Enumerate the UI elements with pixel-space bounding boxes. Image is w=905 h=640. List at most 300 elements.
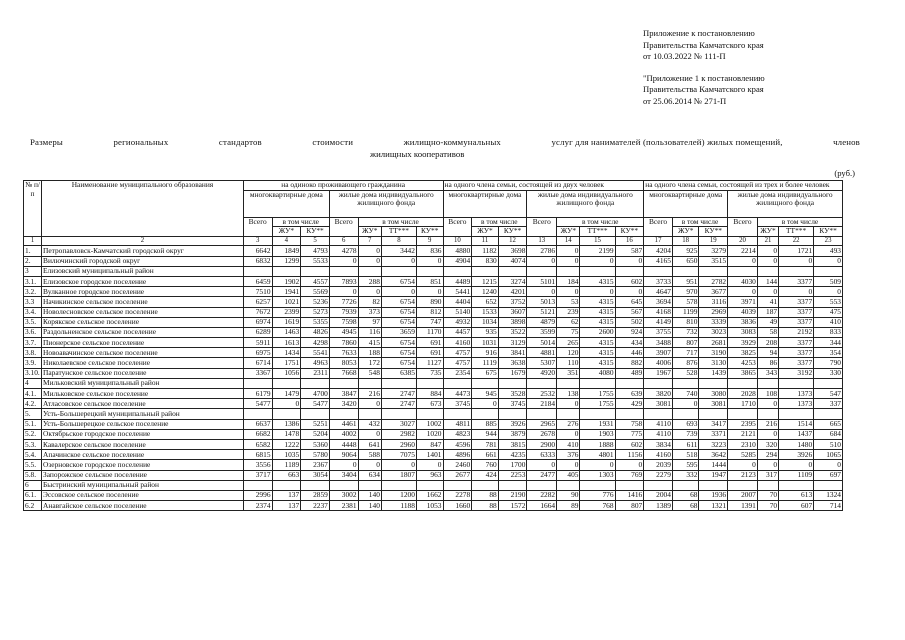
table-row <box>24 450 843 460</box>
value-cell: 4110 <box>644 419 673 429</box>
value-cell: 740 <box>672 389 699 399</box>
value-cell: 2532 <box>527 389 557 399</box>
value-cell: 3404 <box>329 470 358 480</box>
value-cell <box>443 409 472 419</box>
value-cell: 4204 <box>644 246 673 256</box>
value-cell <box>472 480 499 490</box>
document-title <box>30 137 860 160</box>
value-cell: 611 <box>672 439 699 449</box>
value-cell: 3694 <box>644 297 673 307</box>
value-cell: 1386 <box>272 419 301 429</box>
value-cell: 3528 <box>498 389 527 399</box>
column-index-cell: 13 <box>527 236 557 246</box>
value-cell: 776 <box>580 490 615 500</box>
value-cell: 665 <box>814 419 843 429</box>
value-cell: 547 <box>814 389 843 399</box>
value-cell: 2278 <box>443 490 472 500</box>
value-cell <box>472 409 499 419</box>
value-cell: 0 <box>358 287 381 297</box>
value-cell: 68 <box>672 501 699 511</box>
municipality-name: Паратунское сельское поселение <box>42 368 244 378</box>
zhu-header: ЖУ* <box>472 227 499 237</box>
value-cell: 4700 <box>301 389 330 399</box>
value-cell: 3002 <box>329 490 358 500</box>
row-number: 3.5. <box>24 317 42 327</box>
value-cell: 884 <box>416 389 443 399</box>
table-row <box>24 439 843 449</box>
value-cell: 6754 <box>381 338 416 348</box>
value-cell: 330 <box>814 368 843 378</box>
value-cell: 634 <box>358 470 381 480</box>
value-cell: 1240 <box>472 287 499 297</box>
row-number: 5. <box>24 409 42 419</box>
value-cell <box>580 378 615 388</box>
value-cell <box>301 266 330 276</box>
value-cell <box>329 480 358 490</box>
izh-header: жилые дома индивидуального жилищного фонда <box>329 190 443 217</box>
value-cell: 830 <box>472 256 499 266</box>
value-cell: 0 <box>757 287 778 297</box>
value-cell: 4963 <box>301 358 330 368</box>
mkd-header: многоквартирные дома <box>243 190 329 217</box>
value-cell: 0 <box>728 287 758 297</box>
value-cell: 1034 <box>472 317 499 327</box>
value-cell: 5569 <box>301 287 330 297</box>
value-cell: 6754 <box>381 317 416 327</box>
value-cell: 239 <box>557 307 580 317</box>
value-cell <box>381 266 416 276</box>
value-cell: 807 <box>672 338 699 348</box>
value-cell: 567 <box>615 307 644 317</box>
value-cell: 2600 <box>580 327 615 337</box>
value-cell: 732 <box>672 327 699 337</box>
value-cell <box>728 409 758 419</box>
value-cell: 6754 <box>381 307 416 317</box>
value-cell: 4149 <box>644 317 673 327</box>
value-cell: 945 <box>472 389 499 399</box>
value-cell: 4557 <box>301 276 330 286</box>
value-cell: 4235 <box>498 450 527 460</box>
value-cell: 288 <box>358 276 381 286</box>
value-cell: 0 <box>416 256 443 266</box>
value-cell: 4110 <box>644 429 673 439</box>
ku-header: КУ** <box>498 227 527 237</box>
value-cell: 5204 <box>301 429 330 439</box>
value-cell <box>728 480 758 490</box>
value-cell: 140 <box>358 490 381 500</box>
value-cell: 2747 <box>381 389 416 399</box>
value-cell: 4489 <box>443 276 472 286</box>
value-cell: 2681 <box>699 338 728 348</box>
value-cell: 3717 <box>243 470 272 480</box>
value-cell: 951 <box>672 276 699 286</box>
value-cell: 607 <box>779 501 814 511</box>
value-cell <box>699 378 728 388</box>
value-cell <box>443 480 472 490</box>
value-cell: 0 <box>557 429 580 439</box>
value-cell <box>416 409 443 419</box>
title-word: членов <box>833 137 860 147</box>
value-cell: 0 <box>779 256 814 266</box>
district-heading-row <box>24 266 843 276</box>
value-cell: 354 <box>814 348 843 358</box>
value-cell: 184 <box>557 276 580 286</box>
value-cell: 0 <box>358 256 381 266</box>
value-cell: 6754 <box>381 276 416 286</box>
value-cell: 652 <box>472 297 499 307</box>
value-cell: 2374 <box>243 501 272 511</box>
izh-header: жилые дома индивидуального жилищного фонда <box>527 190 644 217</box>
value-cell <box>329 378 358 388</box>
value-cell: 4473 <box>443 389 472 399</box>
value-cell: 2782 <box>699 276 728 286</box>
value-cell <box>757 378 778 388</box>
value-cell: 775 <box>615 429 644 439</box>
value-cell: 2477 <box>527 470 557 480</box>
value-cell: 351 <box>557 368 580 378</box>
value-cell: 2747 <box>381 399 416 409</box>
value-cell <box>779 378 814 388</box>
column-index-cell: 21 <box>757 236 778 246</box>
column-index-cell: 8 <box>381 236 416 246</box>
value-cell: 2190 <box>498 490 527 500</box>
value-cell <box>243 378 272 388</box>
value-cell: 578 <box>672 297 699 307</box>
value-cell: 0 <box>557 287 580 297</box>
municipality-name: Раздольненское сельское поселение <box>42 327 244 337</box>
value-cell: 6975 <box>243 348 272 358</box>
value-cell: 4006 <box>644 358 673 368</box>
value-cell: 1021 <box>272 297 301 307</box>
row-number: 3.9. <box>24 358 42 368</box>
value-cell: 415 <box>358 338 381 348</box>
value-cell: 2960 <box>381 439 416 449</box>
row-number: 3.8. <box>24 348 42 358</box>
incl-header: в том числе <box>672 217 727 227</box>
value-cell: 4945 <box>329 327 358 337</box>
value-cell: 4315 <box>580 307 615 317</box>
col-num-header: № п/п <box>24 181 42 237</box>
value-cell: 0 <box>472 399 499 409</box>
value-cell: 807 <box>615 501 644 511</box>
table-row <box>24 256 843 266</box>
currency-unit: (руб.) <box>834 168 855 178</box>
value-cell <box>301 378 330 388</box>
row-number: 3.6. <box>24 327 42 337</box>
value-cell: 0 <box>381 256 416 266</box>
value-cell: 0 <box>272 399 301 409</box>
value-cell: 885 <box>472 419 499 429</box>
value-cell: 2678 <box>527 429 557 439</box>
value-cell: 1002 <box>416 419 443 429</box>
value-cell: 0 <box>672 399 699 409</box>
value-cell <box>358 409 381 419</box>
value-cell: 88 <box>472 490 499 500</box>
value-cell: 5014 <box>527 338 557 348</box>
value-cell: 3377 <box>779 297 814 307</box>
value-cell: 6642 <box>243 246 272 256</box>
value-cell: 7668 <box>329 368 358 378</box>
value-cell: 3190 <box>699 348 728 358</box>
value-cell <box>644 480 673 490</box>
value-cell: 4080 <box>580 368 615 378</box>
municipality-name: Вулканное городское поселение <box>42 287 244 297</box>
value-cell: 3556 <box>243 460 272 470</box>
value-cell: 747 <box>416 317 443 327</box>
value-cell: 493 <box>814 246 843 256</box>
value-cell: 70 <box>757 501 778 511</box>
value-cell: 1463 <box>272 327 301 337</box>
value-cell: 548 <box>358 368 381 378</box>
incl-header: в том числе <box>472 217 527 227</box>
table-row <box>24 470 843 480</box>
value-cell: 343 <box>757 368 778 378</box>
table-row <box>24 348 843 358</box>
value-cell: 3377 <box>779 358 814 368</box>
value-cell: 4315 <box>580 358 615 368</box>
value-cell: 1434 <box>272 348 301 358</box>
value-cell: 137 <box>272 490 301 500</box>
value-cell: 595 <box>672 460 699 470</box>
value-cell: 4074 <box>498 256 527 266</box>
value-cell: 2310 <box>728 439 758 449</box>
value-cell: 847 <box>416 439 443 449</box>
value-cell: 714 <box>814 501 843 511</box>
value-cell: 4039 <box>728 307 758 317</box>
value-cell: 1170 <box>416 327 443 337</box>
value-cell: 739 <box>672 429 699 439</box>
municipality-name: Елизовское городское поселение <box>42 276 244 286</box>
value-cell: 2004 <box>644 490 673 500</box>
value-cell <box>757 480 778 490</box>
value-cell <box>644 409 673 419</box>
value-cell: 2253 <box>498 470 527 480</box>
value-cell: 94 <box>757 348 778 358</box>
value-cell <box>779 480 814 490</box>
value-cell <box>814 480 843 490</box>
value-cell: 7672 <box>243 307 272 317</box>
value-cell: 3836 <box>728 317 758 327</box>
value-cell: 49 <box>757 317 778 327</box>
value-cell: 5360 <box>301 439 330 449</box>
value-cell: 5477 <box>301 399 330 409</box>
column-index-cell: 22 <box>779 236 814 246</box>
value-cell: 790 <box>814 358 843 368</box>
value-cell: 4030 <box>728 276 758 286</box>
value-cell: 675 <box>472 368 499 378</box>
value-cell: 663 <box>272 470 301 480</box>
table-row <box>24 297 843 307</box>
value-cell: 3377 <box>779 348 814 358</box>
table-row <box>24 307 843 317</box>
value-cell: 188 <box>358 348 381 358</box>
value-cell: 405 <box>557 470 580 480</box>
value-cell: 0 <box>728 256 758 266</box>
value-cell <box>527 266 557 276</box>
value-cell: 0 <box>527 287 557 297</box>
value-cell: 1721 <box>779 246 814 256</box>
value-cell: 58 <box>757 327 778 337</box>
value-cell: 1902 <box>272 276 301 286</box>
value-cell: 7510 <box>243 287 272 297</box>
value-cell: 1199 <box>672 307 699 317</box>
municipality-name: Быстринский муниципальный район <box>42 480 244 490</box>
value-cell: 6832 <box>243 256 272 266</box>
value-cell: 0 <box>557 460 580 470</box>
table-row <box>24 276 843 286</box>
value-cell <box>498 480 527 490</box>
value-cell: 344 <box>814 338 843 348</box>
value-cell: 2237 <box>301 501 330 511</box>
table-row <box>24 399 843 409</box>
table-row <box>24 317 843 327</box>
value-cell: 0 <box>416 460 443 470</box>
value-cell: 1439 <box>699 368 728 378</box>
value-cell: 97 <box>358 317 381 327</box>
value-cell: 1416 <box>615 490 644 500</box>
table-row <box>24 246 843 256</box>
value-cell: 1480 <box>779 439 814 449</box>
value-cell: 3377 <box>779 338 814 348</box>
value-cell: 4404 <box>443 297 472 307</box>
value-cell: 3130 <box>699 358 728 368</box>
column-index-cell: 18 <box>672 236 699 246</box>
value-cell: 2007 <box>728 490 758 500</box>
column-index-cell: 9 <box>416 236 443 246</box>
municipality-name: Озерновское городское поселение <box>42 460 244 470</box>
value-cell: 587 <box>615 246 644 256</box>
value-cell: 3825 <box>728 348 758 358</box>
value-cell <box>672 378 699 388</box>
mkd-header: многоквартирные дома <box>644 190 728 217</box>
value-cell: 4160 <box>443 338 472 348</box>
ku-header: КУ** <box>301 227 330 237</box>
value-cell: 693 <box>672 419 699 429</box>
value-cell <box>644 266 673 276</box>
appendix-line: "Приложение 1 к постановлению <box>643 72 765 83</box>
table-row <box>24 460 843 470</box>
value-cell: 502 <box>615 317 644 327</box>
column-index-cell: 17 <box>644 236 673 246</box>
value-cell: 320 <box>757 439 778 449</box>
value-cell <box>580 409 615 419</box>
value-cell: 1941 <box>272 287 301 297</box>
value-cell <box>672 266 699 276</box>
value-cell: 0 <box>757 460 778 470</box>
municipality-name: Анавгайское сельское поселение <box>42 501 244 511</box>
value-cell <box>498 378 527 388</box>
value-cell <box>615 409 644 419</box>
value-cell: 812 <box>416 307 443 317</box>
value-cell: 833 <box>814 327 843 337</box>
row-number: 5.5. <box>24 460 42 470</box>
value-cell: 4315 <box>580 317 615 327</box>
value-cell: 1200 <box>381 490 416 500</box>
value-cell: 216 <box>358 389 381 399</box>
value-cell: 2039 <box>644 460 673 470</box>
column-index-cell: 19 <box>699 236 728 246</box>
value-cell: 276 <box>557 419 580 429</box>
value-cell: 890 <box>416 297 443 307</box>
value-cell: 1888 <box>580 439 615 449</box>
total-header: Всего <box>527 217 557 236</box>
value-cell: 613 <box>779 490 814 500</box>
value-cell: 5911 <box>243 338 272 348</box>
value-cell: 6754 <box>381 297 416 307</box>
value-cell: 70 <box>757 490 778 500</box>
value-cell: 5285 <box>728 450 758 460</box>
value-cell: 1533 <box>472 307 499 317</box>
value-cell: 4880 <box>443 246 472 256</box>
value-cell: 602 <box>615 439 644 449</box>
value-cell: 3971 <box>728 297 758 307</box>
municipality-name: Кавалерское сельское поселение <box>42 439 244 449</box>
incl-header: в том числе <box>358 217 443 227</box>
value-cell: 924 <box>615 327 644 337</box>
value-cell: 4896 <box>443 450 472 460</box>
value-cell <box>472 266 499 276</box>
value-cell: 4168 <box>644 307 673 317</box>
value-cell: 208 <box>757 338 778 348</box>
value-cell: 2354 <box>443 368 472 378</box>
value-cell: 1127 <box>416 358 443 368</box>
value-cell: 5441 <box>443 287 472 297</box>
value-cell: 553 <box>814 297 843 307</box>
value-cell <box>699 480 728 490</box>
value-cell: 2859 <box>301 490 330 500</box>
value-cell: 3638 <box>498 358 527 368</box>
value-cell: 518 <box>672 450 699 460</box>
municipality-name: Усть-Большерецкое сельское поселение <box>42 419 244 429</box>
row-number: 5.4. <box>24 450 42 460</box>
value-cell <box>615 480 644 490</box>
column-index-cell: 5 <box>301 236 330 246</box>
value-cell: 5780 <box>301 450 330 460</box>
group-two-header: на одного члена семьи, состоящей из двух человек <box>443 181 644 191</box>
value-cell <box>243 409 272 419</box>
value-cell: 2460 <box>443 460 472 470</box>
value-cell: 2900 <box>527 439 557 449</box>
value-cell: 429 <box>615 399 644 409</box>
value-cell: 6754 <box>381 358 416 368</box>
value-cell: 294 <box>757 450 778 460</box>
value-cell: 3083 <box>728 327 758 337</box>
value-cell: 1478 <box>272 429 301 439</box>
title-word: стоимости <box>312 137 354 147</box>
value-cell: 3023 <box>699 327 728 337</box>
value-cell <box>557 409 580 419</box>
title-word: жилищно-коммунальных <box>403 137 501 147</box>
value-cell: 661 <box>472 450 499 460</box>
column-index-cell: 23 <box>814 236 843 246</box>
value-cell: 758 <box>615 419 644 429</box>
row-number: 1. <box>24 246 42 256</box>
value-cell: 62 <box>557 317 580 327</box>
value-cell: 0 <box>757 429 778 439</box>
value-cell: 3371 <box>699 429 728 439</box>
value-cell <box>472 378 499 388</box>
value-cell: 5273 <box>301 307 330 317</box>
title-word: стандартов <box>218 137 262 147</box>
value-cell: 2677 <box>443 470 472 480</box>
value-cell: 1514 <box>779 419 814 429</box>
value-cell: 1020 <box>416 429 443 439</box>
total-header: Всего <box>728 217 758 236</box>
value-cell: 3339 <box>699 317 728 327</box>
value-cell: 0 <box>580 256 615 266</box>
zhu-header: ЖУ* <box>557 227 580 237</box>
title-line-2: жилищных кооперативов <box>370 148 465 159</box>
